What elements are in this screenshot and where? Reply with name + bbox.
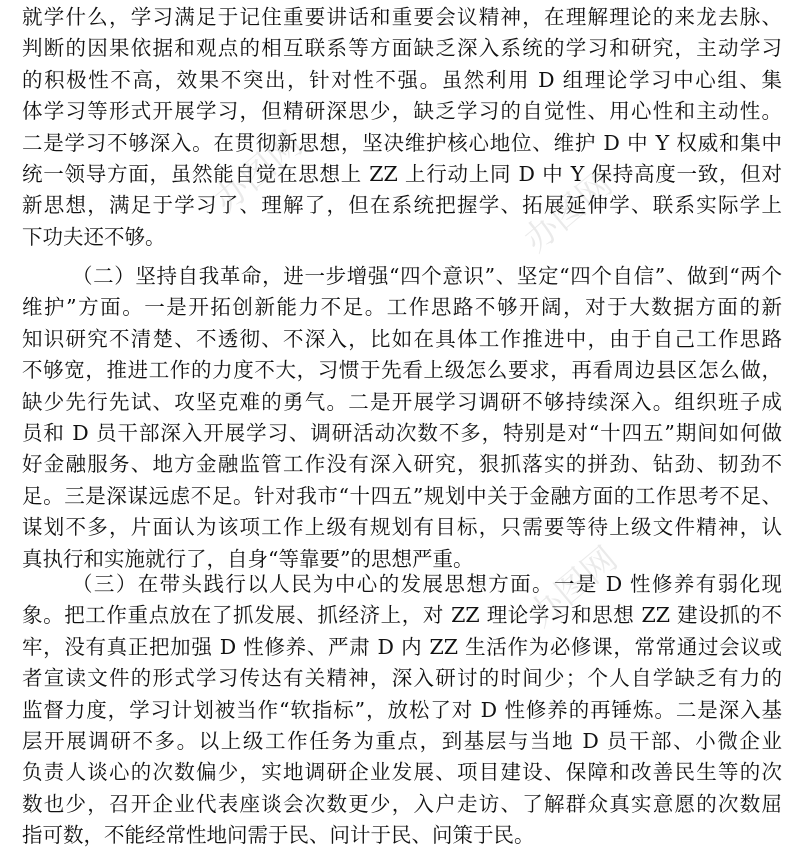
paragraph-line: 谋划不多，片面认为该项工作上级有规划有目标，只需要等待上级文件精神，认: [22, 515, 782, 540]
paragraph-line: 好金融服务、地方金融监管工作没有深入研究，狠抓落实的拼劲、钻劲、韧劲不: [22, 452, 782, 477]
paragraph-line: 二是学习不够深入。在贯彻新思想，坚决维护核心地位、维护 D 中 Y 权威和集中: [22, 130, 782, 155]
paragraph-line: 就学什么，学习满足于记住重要讲话和重要会议精神，在理解理论的来龙去脉、: [22, 5, 782, 29]
watermark: 办图网: [516, 164, 621, 261]
paragraph-line: 员和 D 员干部深入开展学习、调研活动次数不多，特别是对“十四五”期间如何做: [22, 421, 782, 445]
watermark: 办图网: [206, 124, 311, 221]
paragraph-line: 知识研究不清楚、不透彻、不深入，比如在具体工作推进中，由于自己工作思路: [22, 326, 782, 351]
paragraph-line: 统一领导方面，虽然能自觉在思想上 ZZ 上行动上同 D 中 Y 保持高度一致，但对: [22, 162, 782, 186]
paragraph-line: 者宣读文件的形式学习传达有关精神，深入研讨的时间少；个人自学缺乏有力的: [22, 666, 782, 691]
watermark: 办图网: [521, 539, 626, 636]
paragraph-line: 指可数，不能经常性地问需于民、问计于民、问策于民。: [22, 823, 535, 848]
paragraph-line: 缺少先行先试、攻坚克难的勇气。二是开展学习调研不够持续深入。组织班子成: [22, 389, 782, 414]
paragraph-line: 监督力度，学习计划被当作“软指标”，放松了对 D 性修养的再锤炼。二是深入基: [22, 697, 782, 722]
paragraph-heading-line: （二）坚持自我革命，进一步增强“四个意识”、坚定“四个自信”、做到“两个: [72, 264, 782, 288]
paragraph-heading-line: （三）在带头践行以人民为中心的发展思想方面。一是 D 性修养有弱化现: [72, 572, 782, 596]
paragraph-line: 体学习等形式开展学习，但精研深思少，缺乏学习的自觉性、用心性和主动性。: [22, 99, 782, 124]
paragraph-line: 象。把工作重点放在了抓发展、抓经济上，对 ZZ 理论学习和思想 ZZ 建设抓的不: [22, 603, 782, 628]
paragraph-line: 不够宽，推进工作的力度不大，习惯于先看上级怎么要求，再看周边县区怎么做，: [22, 358, 782, 383]
paragraph-line: 真执行和实施就行了，自身“等靠要”的思想严重。: [22, 546, 474, 571]
paragraph-line: 牢，没有真正把加强 D 性修养、严肃 D 内 ZZ 生活作为必修课，常常通过会议或: [22, 634, 782, 659]
paragraph-line: 判断的因果依据和观点的相互联系等方面缺乏深入系统的学习和研究，主动学习: [22, 36, 782, 61]
paragraph-line: 足。三是深谋远虑不足。针对我市“十四五”规划中关于金融方面的工作思考不足、: [22, 483, 782, 508]
paragraph-line: 层开展调研不多。以上级工作任务为重点，到基层与当地 D 员干部、小微企业: [22, 729, 782, 753]
paragraph-line: 负责人谈心的次数偏少，实地调研企业发展、项目建设、保障和改善民生等的次: [22, 760, 782, 785]
paragraph-line: 新思想，满足于学习了、理解了，但在系统把握学、拓展延伸学、联系实际学上: [22, 193, 782, 218]
paragraph-line: 的积极性不高，效果不突出，针对性不强。虽然利用 D 组理论学习中心组、集: [22, 67, 782, 92]
paragraph-line: 数也少，召开企业代表座谈会次数更少，入户走访、了解群众真实意愿的次数屈: [22, 791, 782, 816]
paragraph-line: 下功夫还不够。: [22, 224, 166, 249]
paragraph-line: 维护”方面。一是开拓创新能力不足。工作思路不够开阔，对于大数据方面的新: [22, 295, 782, 320]
